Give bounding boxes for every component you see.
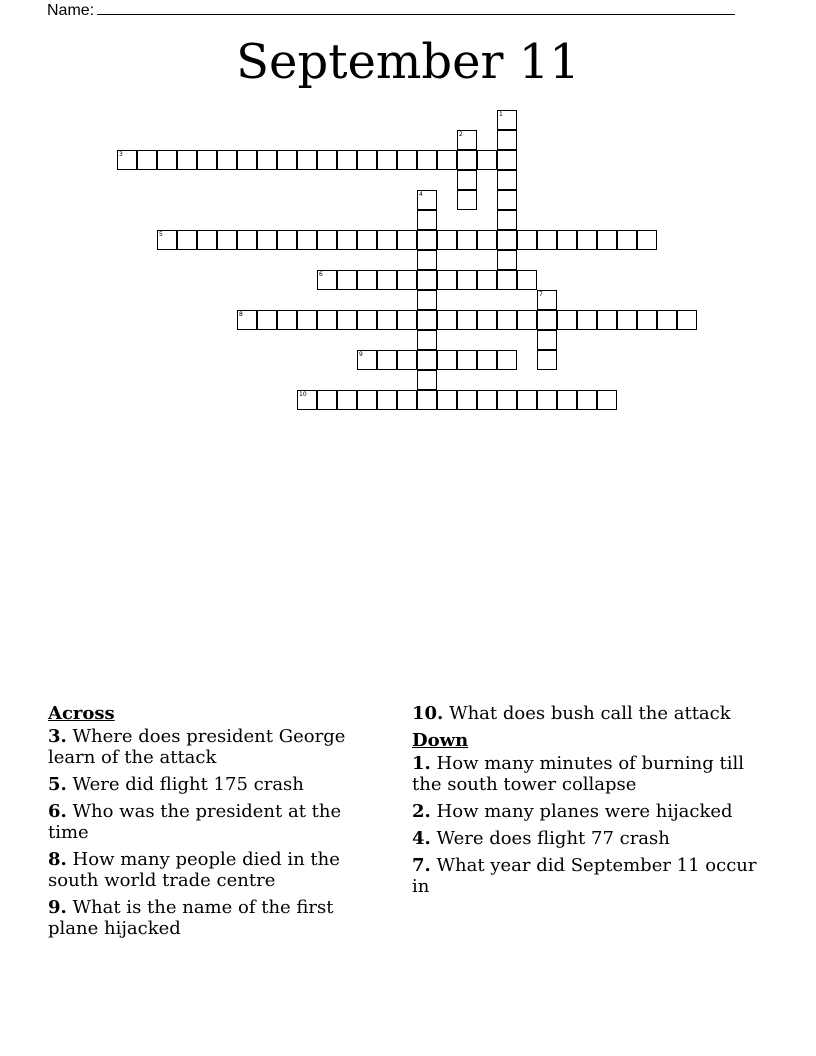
crossword-cell[interactable]: [257, 230, 277, 250]
crossword-cell[interactable]: [337, 390, 357, 410]
crossword-cell[interactable]: [177, 230, 197, 250]
clue-number: 6.: [48, 801, 67, 822]
crossword-cell[interactable]: [417, 150, 437, 170]
crossword-cell[interactable]: [417, 270, 437, 290]
crossword-cell[interactable]: [377, 390, 397, 410]
crossword-cell[interactable]: [517, 390, 537, 410]
crossword-cell[interactable]: [557, 310, 577, 330]
crossword-cell[interactable]: [497, 390, 517, 410]
crossword-cell[interactable]: [377, 350, 397, 370]
crossword-cell[interactable]: [517, 310, 537, 330]
crossword-cell[interactable]: [557, 390, 577, 410]
crossword-cell[interactable]: [437, 270, 457, 290]
crossword-cell[interactable]: [577, 390, 597, 410]
crossword-cell[interactable]: [457, 270, 477, 290]
crossword-cell[interactable]: [117, 150, 137, 170]
crossword-cell[interactable]: [457, 350, 477, 370]
cell-number: 9: [359, 351, 363, 358]
crossword-cell[interactable]: [417, 390, 437, 410]
crossword-cell[interactable]: [297, 390, 317, 410]
down-clue-2: [412, 801, 762, 822]
cell-number: 8: [239, 311, 243, 318]
crossword-cell[interactable]: [677, 310, 697, 330]
cell-number: 2: [459, 131, 463, 138]
crossword-cell[interactable]: [257, 150, 277, 170]
crossword-cell[interactable]: [317, 230, 337, 250]
clue-text: What is the name of the first plane hijacked: [48, 897, 334, 939]
crossword-cell[interactable]: [477, 230, 497, 250]
crossword-cell[interactable]: [417, 230, 437, 250]
clue-number: 2.: [412, 801, 431, 822]
crossword-cell[interactable]: [357, 270, 377, 290]
crossword-cell[interactable]: [317, 270, 337, 290]
crossword-cell[interactable]: [637, 230, 657, 250]
crossword-cell[interactable]: [377, 150, 397, 170]
crossword-cell[interactable]: [417, 310, 437, 330]
clue-number: 5.: [48, 774, 67, 795]
clue-number: 3.: [48, 726, 67, 747]
crossword-cell[interactable]: [457, 190, 477, 210]
across-clue-10: [412, 703, 762, 724]
crossword-cell[interactable]: [297, 150, 317, 170]
crossword-cell[interactable]: [417, 210, 437, 230]
name-label: Name:: [47, 2, 95, 19]
crossword-cell[interactable]: [397, 310, 417, 330]
cell-number: 5: [159, 231, 163, 238]
crossword-cell[interactable]: [497, 270, 517, 290]
crossword-cell[interactable]: [277, 150, 297, 170]
crossword-cell[interactable]: [497, 230, 517, 250]
crossword-cell[interactable]: [317, 310, 337, 330]
crossword-cell[interactable]: [437, 150, 457, 170]
crossword-cell[interactable]: [537, 310, 557, 330]
crossword-cell[interactable]: [417, 190, 437, 210]
crossword-cell[interactable]: [237, 230, 257, 250]
cell-number: 10: [299, 391, 307, 398]
crossword-cell[interactable]: [497, 110, 517, 130]
crossword-cell[interactable]: [397, 230, 417, 250]
crossword-cell[interactable]: [357, 150, 377, 170]
page-title: September 11: [236, 34, 580, 90]
crossword-cell[interactable]: [377, 230, 397, 250]
crossword-cell[interactable]: [357, 310, 377, 330]
cell-number: 3: [119, 151, 123, 158]
clue-number: 4.: [412, 828, 431, 849]
crossword-cell[interactable]: [457, 170, 477, 190]
crossword-cell[interactable]: [537, 350, 557, 370]
crossword-cell[interactable]: [437, 230, 457, 250]
crossword-cell[interactable]: [477, 390, 497, 410]
crossword-cell[interactable]: [277, 230, 297, 250]
crossword-cell[interactable]: [357, 390, 377, 410]
crossword-cell[interactable]: [377, 310, 397, 330]
crossword-cell[interactable]: [497, 130, 517, 150]
clue-text: Were does flight 77 crash: [436, 828, 670, 849]
clue-text: How many minutes of burning till the south tower collapse: [412, 753, 744, 795]
crossword-cell[interactable]: [657, 310, 677, 330]
clue-number: 10.: [412, 703, 444, 724]
crossword-cell[interactable]: [277, 310, 297, 330]
crossword-cell[interactable]: [317, 150, 337, 170]
cell-number: 1: [499, 111, 503, 118]
crossword-cell[interactable]: [357, 350, 377, 370]
crossword-cell[interactable]: [517, 270, 537, 290]
clue-text: Were did flight 175 crash: [72, 774, 304, 795]
crossword-cell[interactable]: [417, 250, 437, 270]
crossword-cell[interactable]: [577, 230, 597, 250]
crossword-cell[interactable]: [537, 330, 557, 350]
crossword-cell[interactable]: [177, 150, 197, 170]
crossword-cell[interactable]: [397, 150, 417, 170]
crossword-cell[interactable]: [397, 350, 417, 370]
crossword-cell[interactable]: [437, 390, 457, 410]
crossword-cell[interactable]: [477, 150, 497, 170]
crossword-cell[interactable]: [157, 150, 177, 170]
across-clue-9: [48, 897, 383, 939]
across-heading: Across: [48, 703, 115, 724]
crossword-cell[interactable]: [477, 350, 497, 370]
crossword-cell[interactable]: [457, 390, 477, 410]
crossword-cell[interactable]: [337, 230, 357, 250]
crossword-cell[interactable]: [477, 310, 497, 330]
crossword-cell[interactable]: [417, 350, 437, 370]
crossword-cell[interactable]: [537, 230, 557, 250]
crossword-cell[interactable]: [137, 150, 157, 170]
crossword-cell[interactable]: [497, 310, 517, 330]
clues-column-left: [48, 703, 383, 945]
crossword-cell[interactable]: [457, 230, 477, 250]
crossword-cell[interactable]: [497, 250, 517, 270]
crossword-cell[interactable]: [497, 350, 517, 370]
crossword-cell[interactable]: [397, 270, 417, 290]
crossword-cell[interactable]: [577, 310, 597, 330]
down-clue-7: [412, 855, 762, 897]
crossword-cell[interactable]: [597, 310, 617, 330]
clue-text: How many people died in the south world trade centre: [48, 849, 340, 891]
crossword-cell[interactable]: [537, 390, 557, 410]
crossword-cell[interactable]: [637, 310, 657, 330]
clue-number: 7.: [412, 855, 431, 876]
down-clue-4: [412, 828, 762, 849]
clue-number: 8.: [48, 849, 67, 870]
crossword-cell[interactable]: [357, 230, 377, 250]
crossword-cell[interactable]: [417, 290, 437, 310]
crossword-cell[interactable]: [297, 310, 317, 330]
clue-text: What does bush call the attack: [449, 703, 731, 724]
crossword-cell[interactable]: [397, 390, 417, 410]
clues-column-right: [412, 703, 762, 903]
clue-text: What year did September 11 occur in: [412, 855, 757, 897]
crossword-cell[interactable]: [237, 310, 257, 330]
crossword-cell[interactable]: [497, 210, 517, 230]
crossword-cell[interactable]: [497, 150, 517, 170]
clue-number: 1.: [412, 753, 431, 774]
across-clue-6: [48, 801, 383, 843]
clue-number: 9.: [48, 897, 67, 918]
crossword-cell[interactable]: [537, 290, 557, 310]
crossword-cell[interactable]: [337, 150, 357, 170]
crossword-cell[interactable]: [597, 390, 617, 410]
crossword-grid: [0, 0, 816, 420]
crossword-cell[interactable]: [437, 350, 457, 370]
crossword-cell[interactable]: [497, 170, 517, 190]
clue-text: Where does president George learn of the attack: [48, 726, 346, 768]
crossword-cell[interactable]: [237, 150, 257, 170]
crossword-cell[interactable]: [457, 130, 477, 150]
crossword-cell[interactable]: [217, 230, 237, 250]
crossword-cell[interactable]: [197, 230, 217, 250]
crossword-cell[interactable]: [457, 150, 477, 170]
crossword-cell[interactable]: [617, 310, 637, 330]
crossword-cell[interactable]: [617, 230, 637, 250]
crossword-cell[interactable]: [337, 270, 357, 290]
crossword-cell[interactable]: [597, 230, 617, 250]
crossword-cell[interactable]: [417, 330, 437, 350]
across-clue-3: [48, 726, 383, 768]
crossword-cell[interactable]: [557, 230, 577, 250]
crossword-cell[interactable]: [197, 150, 217, 170]
clue-text: Who was the president at the time: [48, 801, 342, 843]
down-heading: Down: [412, 730, 469, 751]
down-clue-1: [412, 753, 762, 795]
across-clue-5: [48, 774, 383, 795]
cell-number: 4: [419, 191, 423, 198]
cell-number: 6: [319, 271, 323, 278]
cell-number: 7: [539, 291, 543, 298]
crossword-cell[interactable]: [257, 310, 277, 330]
crossword-cell[interactable]: [417, 370, 437, 390]
crossword-cell[interactable]: [377, 270, 397, 290]
across-clue-8: [48, 849, 383, 891]
crossword-cell[interactable]: [477, 270, 497, 290]
crossword-cell[interactable]: [457, 310, 477, 330]
crossword-cell[interactable]: [497, 190, 517, 210]
crossword-cell[interactable]: [217, 150, 237, 170]
crossword-cell[interactable]: [317, 390, 337, 410]
crossword-cell[interactable]: [297, 230, 317, 250]
crossword-cell[interactable]: [337, 310, 357, 330]
crossword-cell[interactable]: [437, 310, 457, 330]
crossword-cell[interactable]: [157, 230, 177, 250]
crossword-cell[interactable]: [517, 230, 537, 250]
clue-text: How many planes were hijacked: [436, 801, 733, 822]
